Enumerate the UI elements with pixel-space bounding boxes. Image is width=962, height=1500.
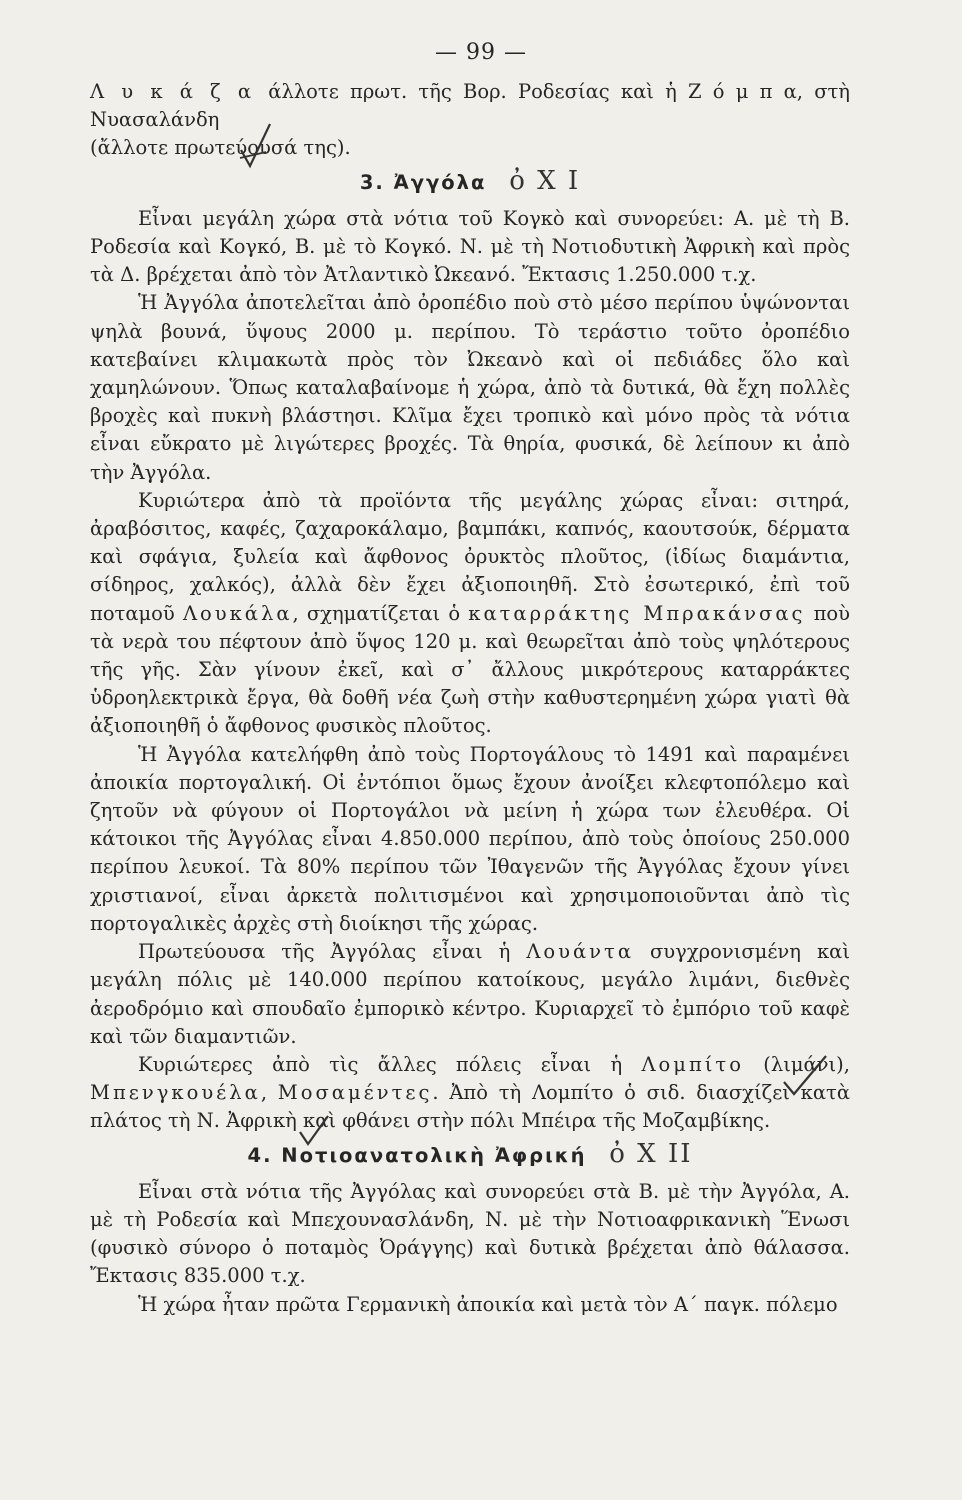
- paragraph-products: Κυριώτερα ἀπὸ τὰ προϊόντα τῆς μεγάλης χώρας εἶναι: σιτηρά, ἀραβόσιτος, καφές, ζαχαροκάλαμο, βαμπάκι, καπνός, καουτσούκ, δέρματα καὶ σφάγια, ξυλεία καὶ ἄφθονος ὀρυκτὸς πλοῦτος, (ἰδίως διαμάντια, σίδηρος, χαλκός), ἀλλὰ δὲν ἔχει ἀξιοποιηθῆ. Στὸ ἐσωτερικό, ἐπὶ τοῦ ποταμοῦ Λουκάλα, σχηματίζεται ὁ καταρράκτης Μπρακάνσας ποὺ τὰ νερὰ του πέφτουν ἀπὸ ὕψος 120 μ. καὶ θεωρεῖται ἀπὸ τοὺς ψηλότερους τῆς γῆς. Σὰν γίνουν ἐκεῖ, καὶ σ᾽ ἄλλους μικρότερους καταρράκτες ὑδροηλεκτρικὰ ἔργα, θὰ δοθῆ νέα ζωὴ στὴν καθυστερημένη χώρα γιατὶ θὰ ἀξιοποιηθῆ ὁ ἄφθονος φυσικὸς πλοῦτος.: [90, 488, 850, 738]
- city-lobito: Λομπίτο: [641, 1052, 744, 1076]
- city-benguela: Μπενγκουέλα: [90, 1081, 261, 1105]
- section-heading-angola: [90, 167, 850, 197]
- river-name: Λουκάλα: [182, 601, 293, 625]
- paragraph-geography: Ἡ Ἀγγόλα ἀποτελεῖται ἀπὸ ὀροπέδιο ποὺ στὸ μέσο περίπου ὑψώνονται ψηλὰ βουνά, ὕψους 2000 μ. περίπου. Τὸ τεράστιο τοῦτο ὀροπέδιο κατεβαίνει κλιμακωτὰ πρὸς τὸν Ὠκεανὸ καὶ οἱ πεδιάδες ὅλο καὶ χαμηλώνουν. Ὅπως καταλαβαίνομε ἡ χώρα, ἀπὸ τὰ δυτικά, θὰ ἔχη πολλὲς βροχὲς καὶ πυκνὴ βλάστησι. Κλῖμα ἔχει τροπικὸ καὶ μόνο πρὸς τὰ νότια εἶναι εὔκρατο μὲ λιγώτερες βροχές. Τὰ θηρία, φυσικά, δὲ λείπουν κι ἀπὸ τὴν Ἀγγόλα.: [90, 291, 850, 484]
- section-title: Νοτιοανατολικὴ Ἀφρική: [281, 1143, 587, 1167]
- falls-name: καταρράκτης Μπρακάνσας: [468, 601, 806, 625]
- intro-text: άλλοτε πρωτ. τῆς Βορ. Ροδεσίας καὶ ἡ Ζ ό μ π α, στὴ Νυασαλάνδη: [90, 80, 850, 132]
- paragraph-capital: Πρωτεύουσα τῆς Ἀγγόλας εἶναι ἡ Λουάντα συγχρονισμένη καὶ μεγάλη πόλις μὲ 140.000 περίπου κατοίκους, μεγάλο λιμάνι, διεθνὲς ἀεροδρόμιο καὶ σπουδαῖο ἐμπορικὸ κέντρο. Κυριαρχεῖ τὸ ἐμπόριο τοῦ καφὲ καὶ τῶν διαμαντιῶν.: [90, 940, 850, 1048]
- city-mossamedes: Μοσαμέντες: [277, 1081, 433, 1105]
- capital-name: Λουάντα: [526, 940, 634, 964]
- paragraph-cities: Κυριώτερες ἀπὸ τὶς ἄλλες πόλεις εἶναι ἡ Λομπίτο (λιμάνι), Μπενγκουέλα, Μοσαμέντες. Ἀπὸ τὴ Λομπίτο ὁ σιδ. διασχίζει κατὰ πλάτος τὴ Ν. Ἀφρικὴ καὶ φθάνει στὴν πόλι Μπέιρα τῆς Μοζαμβίκης.: [90, 1052, 850, 1133]
- lukasa-name: Λ υ κ ά ζ α: [90, 80, 269, 103]
- paragraph-southeast-borders: Εἶναι στὰ νότια τῆς Ἀγγόλας καὶ συνορεύει στὰ Β. μὲ τὴν Ἀγγόλα, Α. μὲ τὴ Ροδεσία καὶ Μπεχουνασλάνδη, Ν. μὲ τὴν Νοτιοαφρικανικὴ Ἕνωσι (φυσικὸ σύνορο ὁ ποταμὸς Ὀράγγης) καὶ δυτικὰ βρέχεται ἀπὸ θάλασσα. Ἔκτασις 835.000 τ.χ.: [90, 1179, 850, 1288]
- intro-line: [90, 78, 850, 134]
- section-heading-southeast-africa: [90, 1140, 850, 1170]
- section-number: 3.: [359, 170, 385, 194]
- section-title: Ἀγγόλα: [393, 170, 487, 194]
- page-body: [90, 78, 850, 1319]
- paragraph-borders: Εἶναι μεγάλη χώρα στὰ νότια τοῦ Κογκὸ καὶ συνορεύει: Α. μὲ τὴ Β. Ροδεσία καὶ Κογκό, Β. μὲ τὸ Κογκό. Ν. μὲ τὴ Νοτιοδυτικὴ Ἀφρικὴ καὶ πρὸς τὰ Δ. βρέχεται ἀπὸ τὸν Ἀτλαντικὸ Ὠκεανό. Ἔκτασις 1.250.000 τ.χ.: [90, 206, 850, 287]
- handwritten-check-mark-icon: [236, 118, 276, 178]
- handwritten-check-mark-icon: [296, 1110, 332, 1150]
- section-number: 4.: [247, 1143, 273, 1167]
- page-number: — 99 —: [435, 40, 527, 65]
- intro-line-2: (ἄλλοτε πρωτεύουσά της).: [90, 136, 351, 160]
- handwritten-check-mark-icon: [780, 1052, 830, 1098]
- handwritten-annotation: ὀ Χ Ι: [509, 165, 581, 196]
- handwritten-annotation: ὀ Χ ΙΙ: [609, 1138, 693, 1169]
- paragraph-southeast-history: Ἡ χώρα ἦταν πρῶτα Γερμανικὴ ἀποικία καὶ μετὰ τὸν Α΄ παγκ. πόλεμο: [138, 1292, 838, 1316]
- paragraph-history: Ἡ Ἀγγόλα κατελήφθη ἀπὸ τοὺς Πορτογάλους τὸ 1491 καὶ παραμένει ἀποικία πορτογαλική. Οἱ ἐντόπιοι ὅμως ἔχουν ἀνοίξει κλεφτοπόλεμο καὶ ζητοῦν νὰ φύγουν οἱ Πορτογάλοι νὰ μείνη ἡ χώρα των ἐλευθέρα. Οἱ κάτοικοι τῆς Ἀγγόλας εἶναι 4.850.000 περίπου, ἀπὸ τοὺς ὁποίους 250.000 περίπου λευκοί. Τὰ 80% περίπου τῶν Ἰθαγενῶν τῆς Ἀγγόλας ἔχουν γίνει χριστιανοί, εἶναι ἀρκετὰ πολιτισμένοι καὶ χρησιμοποιοῦνται ἀπὸ τὶς πορτογαλικὲς ἀρχὲς στὴ διοίκησι τῆς χώρας.: [90, 742, 850, 935]
